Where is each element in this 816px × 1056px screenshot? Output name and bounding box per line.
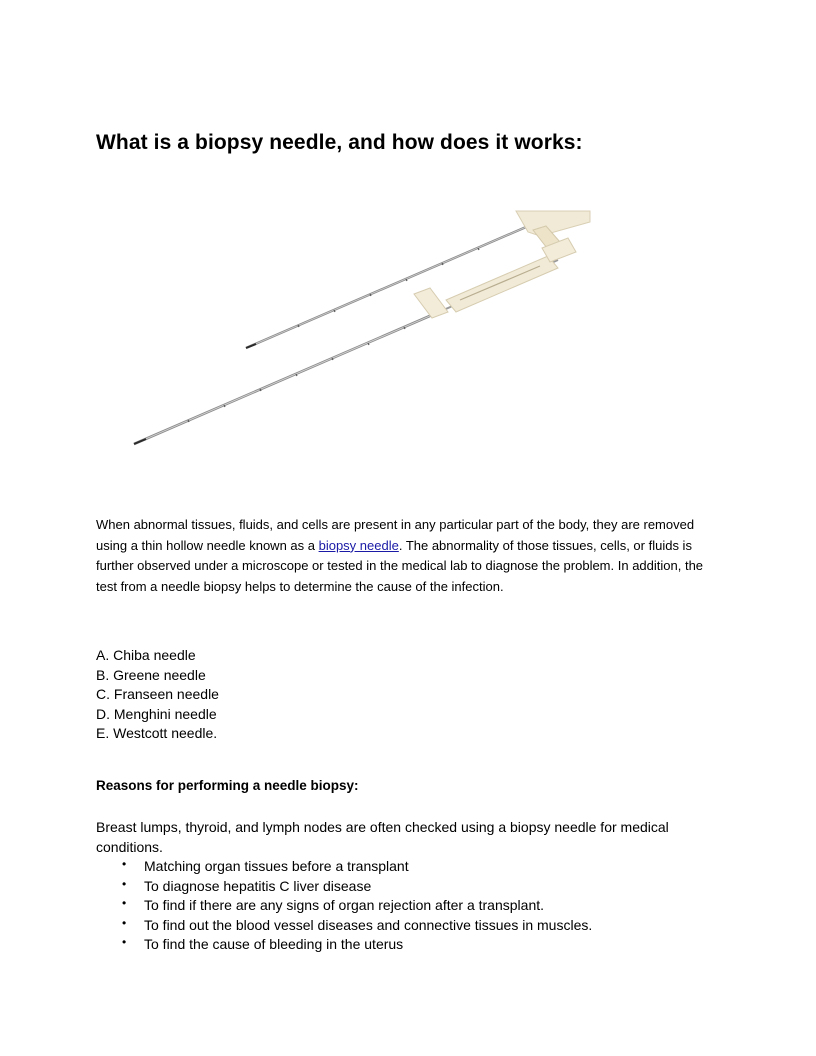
bullet-icon: • (122, 915, 127, 930)
intro-paragraph (96, 515, 721, 598)
biopsy-needle-link[interactable]: biopsy needle (318, 537, 399, 553)
bullet-icon: • (122, 857, 127, 871)
intro-text-end: . The abnormality of those tissues, cells, or fluids is further observed under a microscope or tested in the medical lab to diagnose the problem. In addition, the test from a needle biopsy helps to determine the cause of the infection. (96, 537, 704, 595)
reason-text: To diagnose hepatitis C liver disease (144, 877, 372, 894)
reason-text: Matching organ tissues before a transplant (144, 858, 409, 874)
bullet-icon: • (122, 876, 127, 891)
page-title: What is a biopsy needle, and how does it works: (96, 131, 583, 154)
list-item: D. Menghini needle (96, 705, 217, 722)
list-item: C. Franseen needle (96, 686, 219, 702)
reason-text: To find if there are any signs of organ rejection after a transplant. (144, 897, 545, 913)
reasons-intro-paragraph: Breast lumps, thyroid, and lymph nodes are often checked using a biopsy needle for medical conditions. (96, 819, 669, 855)
intro-text-start: When abnormal tissues, fluids, and cells are present in any particular part of the body, they are removed using a thin hollow needle known as a (96, 517, 695, 553)
list-item (122, 935, 592, 955)
bullet-icon: • (122, 935, 127, 949)
list-item (122, 915, 593, 936)
list-item (122, 876, 592, 897)
biopsy-needle-photo-icon (128, 208, 598, 450)
list-item (122, 857, 592, 877)
list-item: E. Westcott needle. (96, 725, 218, 741)
reason-text: To find the cause of bleeding in the uterus (144, 936, 404, 952)
reasons-heading: Reasons for performing a needle biopsy: (96, 778, 359, 793)
reason-text: To find out the blood vessel diseases and connective tissues in muscles. (144, 916, 593, 933)
needle-types-list (96, 646, 219, 744)
list-item (122, 896, 592, 916)
list-item: A. Chiba needle (96, 647, 196, 663)
bullet-icon: • (122, 896, 127, 910)
reasons-list (122, 857, 593, 955)
list-item: B. Greene needle (96, 666, 206, 683)
